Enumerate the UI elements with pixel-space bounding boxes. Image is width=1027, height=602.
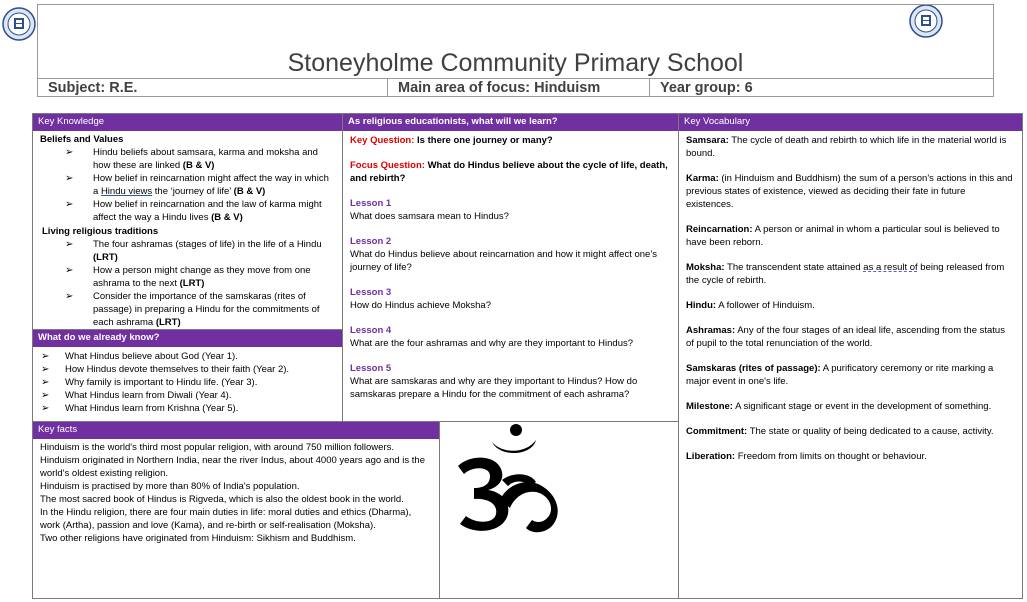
- vocab-entry: Commitment: The state or quality of being dedicated to a cause, activity.: [686, 426, 994, 437]
- arrow-bullet-icon: ➢: [65, 147, 74, 158]
- list-item: ➢ Hindu beliefs about samsara, karma and moksha and how these are linked (B & V): [65, 147, 318, 171]
- lesson-title: Lesson 1: [350, 198, 392, 209]
- key-facts-heading: Key facts: [33, 422, 439, 439]
- school-name: Stoneyholme Community Primary School: [287, 49, 744, 77]
- arrow-bullet-icon: ➢: [41, 364, 50, 375]
- arrow-bullet-icon: ➢: [65, 291, 74, 302]
- list-item: ➢ What Hindus learn from Krishna (Year 5).: [41, 403, 239, 414]
- vocab-entry: Samsara: The cycle of death and rebirth to which life in the material world is bound.: [686, 135, 1007, 159]
- vocab-entry: Hindu: A follower of Hinduism.: [686, 300, 815, 311]
- arrow-bullet-icon: ➢: [41, 390, 50, 401]
- vocab-entry: Liberation: Freedom from limits on thought or behaviour.: [686, 451, 927, 462]
- document-header: [37, 4, 994, 97]
- fact-item: Two other religions have originated from Hinduism: Sikhism and Buddhism.: [40, 533, 356, 544]
- beliefs-list: [39, 146, 336, 224]
- arrow-bullet-icon: ➢: [65, 173, 74, 184]
- focus-question: Focus Question: What do Hindus believe about the cycle of life, death, and rebirth?: [350, 160, 668, 184]
- list-item: ➢ How belief in reincarnation and the law of karma might affect the way a Hindu lives (B & V): [65, 199, 322, 223]
- already-know-heading: What do we already know?: [33, 330, 342, 347]
- vocab-entry: Samskaras (rites of passage): A purificatory ceremony or rite marking a major event in one's life.: [686, 363, 994, 387]
- fact-item: Hinduism is practised by more than 80% of India's population.: [40, 481, 300, 492]
- fact-item: Hinduism originated in Northern India, near the river Indus, about 4000 years ago and is the world's oldest existing religion.: [40, 455, 425, 479]
- school-crest-icon: [2, 5, 36, 43]
- om-symbol-icon: [440, 420, 575, 538]
- fact-item: The most sacred book of Hindus is Rigveda, which is also the oldest book in the world.: [40, 494, 404, 505]
- lesson-question: What are the four ashramas and why are they important to Hindus?: [350, 338, 634, 349]
- year-group-label: Year group: 6: [660, 80, 753, 96]
- header-info-row: [38, 78, 993, 97]
- lesson-question: How do Hindus achieve Moksha?: [350, 300, 491, 311]
- arrow-bullet-icon: ➢: [41, 377, 50, 388]
- fact-item: In the Hindu religion, there are four main duties in life: moral duties and ethics (Dharma), work (Artha), passion and love (Kama), and re-birth or self-realisation (Moksha).: [40, 507, 412, 531]
- key-facts-panel: [32, 421, 440, 599]
- lesson-title: Lesson 4: [350, 325, 392, 336]
- lesson-title: Lesson 3: [350, 287, 392, 298]
- list-item: ➢ The four ashramas (stages of life) in the life of a Hindu (LRT): [65, 239, 322, 263]
- vocabulary-heading: Key Vocabulary: [679, 114, 1022, 131]
- vocab-entry: Karma: (in Hinduism and Buddhism) the sum of a person's actions in this and previous states of existence, viewed as deciding their fate in future existences.: [686, 173, 1013, 210]
- vocabulary-panel: [678, 113, 1023, 599]
- vocab-entry: Milestone: A significant stage or event in the development of something.: [686, 401, 992, 412]
- list-item: ➢ How a person might change as they move from one ashrama to the next (LRT): [65, 265, 311, 289]
- living-title: Living religious traditions: [42, 226, 159, 237]
- key-knowledge-panel: [32, 113, 343, 330]
- lesson-title: Lesson 2: [350, 236, 392, 247]
- learn-panel: [342, 113, 679, 422]
- already-know-panel: [32, 329, 343, 422]
- focus-label: Main area of focus: Hinduism: [388, 79, 650, 97]
- living-list: [39, 238, 336, 329]
- key-knowledge-heading: Key Knowledge: [33, 114, 342, 131]
- vocab-entry: Reincarnation: A person or animal in whom a particular soul is believed to have been reborn.: [686, 224, 1000, 248]
- vocab-entry: Ashramas: Any of the four stages of an ideal life, ascending from the status of pupil to the total renunciation of the world.: [686, 325, 1005, 349]
- already-know-list: [37, 350, 338, 415]
- list-item: ➢ How Hindus devote themselves to their faith (Year 2).: [41, 364, 290, 375]
- vocab-entry: Moksha: The transcendent state attained as a result of being released from the cycle of rebirth.: [686, 262, 1005, 286]
- list-item: ➢ How belief in reincarnation might affect the way in which a Hindu views the ‘journey of life’ (B & V): [65, 173, 329, 197]
- list-item: ➢ Consider the importance of the samskaras (rites of passage) in preparing a Hindu for the commitments of each ashrama (LRT): [65, 291, 320, 328]
- subject-label: Subject: R.E.: [38, 79, 388, 97]
- beliefs-title: Beliefs and Values: [40, 134, 124, 145]
- lesson-question: What do Hindus believe about reincarnation and how it might affect one’s journey of life?: [350, 249, 658, 273]
- lesson-question: What does samsara mean to Hindus?: [350, 211, 509, 222]
- arrow-bullet-icon: ➢: [65, 265, 74, 276]
- list-item: ➢ What Hindus learn from Diwali (Year 4).: [41, 390, 232, 401]
- list-item: ➢ What Hindus believe about God (Year 1).: [41, 351, 238, 362]
- fact-item: Hinduism is the world's third most popular religion, with around 750 million followers.: [40, 442, 395, 453]
- key-question: Key Question: Is there one journey or many?: [350, 135, 553, 146]
- list-item: ➢ Why family is important to Hindu life. (Year 3).: [41, 377, 258, 388]
- lesson-question: What are samskaras and why are they important to Hindus? How do samskaras prepare a Hindu for the commitment of each ashrama?: [350, 376, 638, 400]
- arrow-bullet-icon: ➢: [41, 403, 50, 414]
- arrow-bullet-icon: ➢: [41, 351, 50, 362]
- learn-heading: As religious educationists, what will we learn?: [343, 114, 678, 131]
- arrow-bullet-icon: ➢: [65, 239, 74, 250]
- arrow-bullet-icon: ➢: [65, 199, 74, 210]
- lesson-title: Lesson 5: [350, 363, 392, 374]
